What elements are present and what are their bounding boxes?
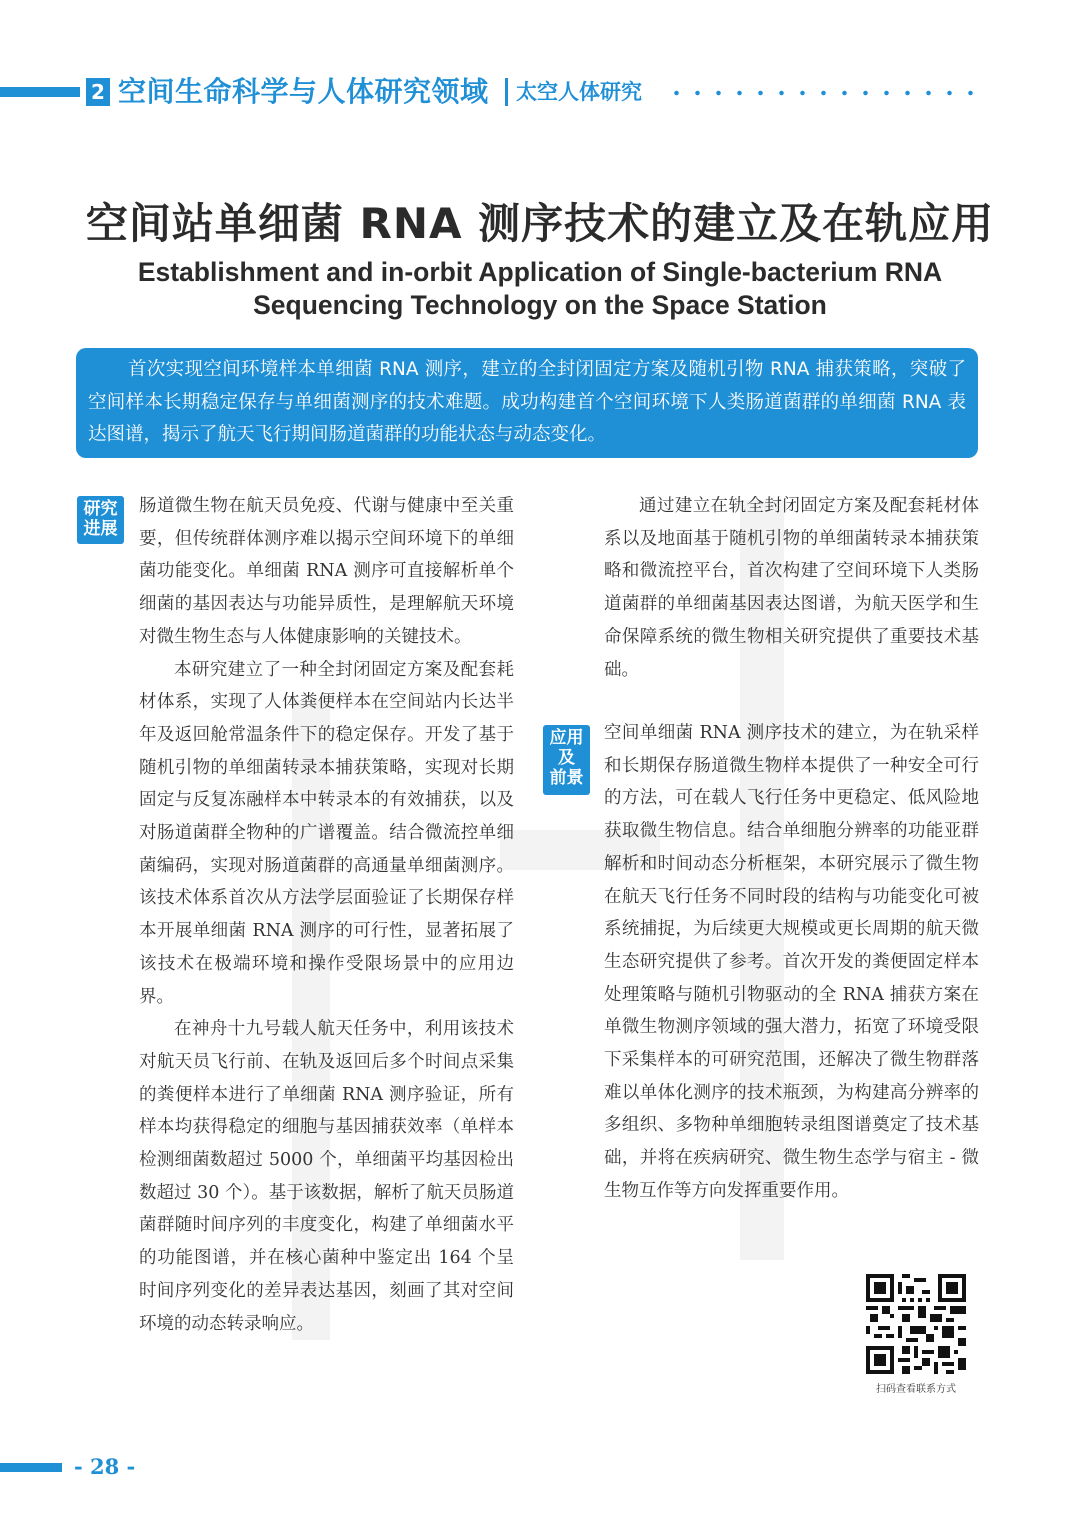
progress-paragraph-4: 通过建立在轨全封闭固定方案及配套耗材体系以及地面基于随机引物的单细菌转录本捕获策略和微流控平台，首次构建了空间环境下人类肠道菌群的单细菌基因表达图谱，为航天医学和生命保障系统的微生物相关研究提供了重要技术基础。 (604, 496, 979, 680)
section-number: 2 (86, 78, 110, 106)
right-column-top (604, 490, 979, 686)
header-dotted-line (666, 90, 982, 96)
article-title-chinese: 空间站单细菌 RNA 测序技术的建立及在轨应用 (85, 199, 995, 248)
subsection-title: 太空人体研究 (516, 80, 642, 104)
page-number: - 28 - (74, 1454, 136, 1479)
application-tag: 应用 及 前景 (543, 725, 590, 795)
qr-code[interactable] (866, 1274, 966, 1374)
section-title: 空间生命科学与人体研究领域 (118, 75, 489, 108)
application-paragraph: 空间单细菌 RNA 测序技术的建立，为在轨采样和长期保存肠道微生物样本提供了一种安全可行的方法，可在载人飞行任务中更稳定、低风险地获取微生物信息。结合单细胞分辨率的功能亚群解析和时间动态分析框架，本研究展示了微生物在航天飞行任务不同时段的结构与功能变化可被系统捕捉，为后续更大规模或更长周期的航天微生态研究提供了参考。首次开发的粪便固定样本处理策略与随机引物驱动的全 RNA 捕获方案在单微生物测序领域的强大潜力，拓宽了环境受限下采集样本的可研究范围，还解决了微生物群落难以单体化测序的技术瓶颈，为构建高分辨率的多组织、多物种单细胞转录组图谱奠定了技术基础，并将在疾病研究、微生物生态学与宿主 - 微生物互作等方向发挥重要作用。 (604, 723, 979, 1201)
title-english-line-2: Sequencing Technology on the Space Station (253, 290, 827, 320)
progress-paragraph-2: 本研究建立了一种全封闭固定方案及配套耗材体系，实现了人体粪便样本在空间站内长达半年及返回舱常温条件下的稳定保存。开发了基于随机引物的单细菌转录本捕获策略，实现对长期固定与反复冻融样本中转录本的有效捕获，以及对肠道菌群全物种的广谱覆盖。结合微流控单细菌编码，实现对肠道菌群的高通量单细菌测序。该技术体系首次从方法学层面验证了长期保存样本开展单细菌 RNA 测序的可行性，显著拓展了该技术在极端环境和操作受限场景中的应用边界。 (139, 659, 514, 1007)
title-english-line-1: Establishment and in-orbit Application of Single-bacterium RNA (137, 257, 943, 287)
qr-caption: 扫码查看联系方式 (876, 1384, 956, 1395)
progress-paragraph-3: 在神舟十九号载人航天任务中，利用该技术对航天员飞行前、在轨及返回后多个时间点采集的粪便样本进行了单细菌 RNA 测序验证，所有样本均获得稳定的细胞与基因捕获效率（单样本检测细菌数超过 5000 个，单细菌平均基因检出数超过 30 个）。基于该数据，解析了航天员肠道菌群随时间序列的丰度变化，构建了单细菌水平的功能图谱，并在核心菌种中鉴定出 164 个呈时间序列变化的差异表达基因，刻画了其对空间环境的动态转录响应。 (139, 1019, 514, 1334)
header-separator (505, 78, 508, 106)
left-column (139, 490, 514, 1340)
progress-paragraph-1: 肠道微生物在航天员免疫、代谢与健康中至关重要，但传统群体测序难以揭示空间环境下的单细菌功能变化。单细菌 RNA 测序可直接解析单个细菌的基因表达与功能异质性，是理解航天环境对微生物生态与人体健康影响的关键技术。 (139, 496, 514, 647)
article-title-english (80, 256, 1000, 322)
header-accent-bar (0, 87, 80, 97)
footer-accent-bar (0, 1463, 62, 1472)
right-column-bottom (604, 717, 979, 1208)
summary-box: 首次实现空间环境样本单细菌 RNA 测序，建立的全封闭固定方案及随机引物 RNA 捕获策略，突破了空间样本长期稳定保存与单细菌测序的技术难题。成功构建首个空间环境下人类肠道菌群的单细菌 RNA 表达图谱，揭示了航天飞行期间肠道菌群的功能状态与动态变化。 (76, 348, 978, 458)
progress-tag: 研究 进展 (77, 496, 124, 544)
